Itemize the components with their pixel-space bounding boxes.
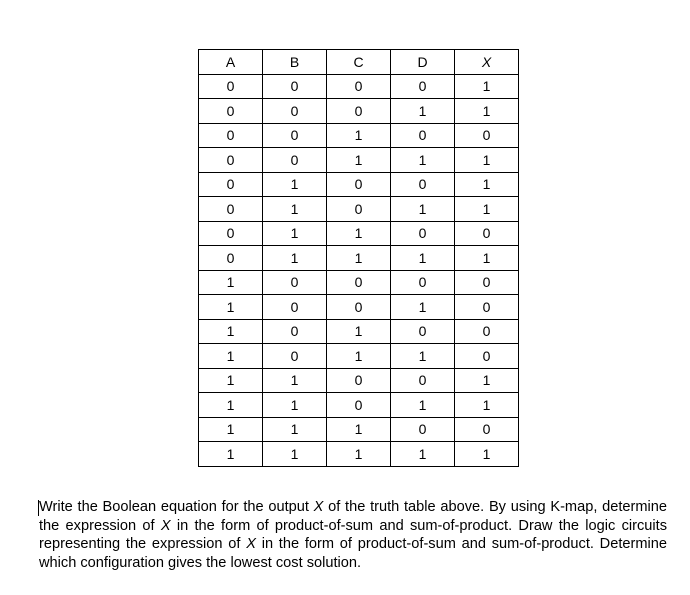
question-part-2: of the truth table above. By using K-map, determine the expression of: [39, 499, 667, 534]
table-cell: 1: [455, 442, 519, 467]
table-cell: 1: [391, 393, 455, 418]
table-cell: 0: [263, 74, 327, 99]
table-cell: 0: [263, 344, 327, 369]
table-cell: 1: [263, 172, 327, 197]
table-row: [199, 295, 519, 320]
table-cell: 0: [327, 295, 391, 320]
table-cell: 1: [263, 221, 327, 246]
table-cell: 1: [199, 270, 263, 295]
table-cell: 1: [391, 148, 455, 173]
table-cell: 1: [263, 393, 327, 418]
table-header-row: [199, 50, 519, 75]
table-cell: 1: [455, 246, 519, 271]
table-cell: 0: [199, 197, 263, 222]
question-variable-x-3: X: [246, 536, 256, 552]
table-row: [199, 417, 519, 442]
question-variable-x-1: X: [313, 499, 324, 515]
table-cell: 0: [199, 221, 263, 246]
table-cell: 0: [263, 270, 327, 295]
table-cell: 1: [263, 368, 327, 393]
table-cell: 0: [327, 393, 391, 418]
table-cell: 0: [199, 74, 263, 99]
header-cell-x: X: [455, 50, 519, 75]
table-cell: 0: [327, 99, 391, 124]
table-cell: 1: [455, 197, 519, 222]
table-cell: 0: [391, 368, 455, 393]
table-cell: 1: [455, 74, 519, 99]
table-row: [199, 319, 519, 344]
table-row: [199, 123, 519, 148]
table-cell: 0: [263, 319, 327, 344]
table-cell: 0: [455, 221, 519, 246]
header-cell-c: C: [327, 50, 391, 75]
table-cell: 1: [327, 344, 391, 369]
table-cell: 1: [263, 197, 327, 222]
table-cell: 0: [263, 295, 327, 320]
table-cell: 0: [455, 319, 519, 344]
table-cell: 0: [391, 221, 455, 246]
table-cell: 0: [327, 74, 391, 99]
table-cell: 0: [391, 417, 455, 442]
table-cell: 1: [327, 221, 391, 246]
table-cell: 0: [327, 270, 391, 295]
table-cell: 0: [263, 123, 327, 148]
table-cell: 1: [327, 148, 391, 173]
table-cell: 1: [455, 393, 519, 418]
table-row: [199, 344, 519, 369]
table-cell: 0: [455, 344, 519, 369]
table-cell: 0: [391, 123, 455, 148]
table-cell: 1: [199, 368, 263, 393]
table-cell: 1: [199, 295, 263, 320]
truth-table: [198, 49, 519, 467]
table-cell: 0: [327, 368, 391, 393]
table-cell: 1: [327, 417, 391, 442]
table-cell: 0: [263, 99, 327, 124]
table-cell: 0: [391, 319, 455, 344]
table-row: [199, 172, 519, 197]
question-part-3: in the form of product-of-sum and sum-of-product. Draw the logic circuits representing the expression of: [39, 517, 667, 552]
table-row: [199, 246, 519, 271]
table-cell: 0: [199, 99, 263, 124]
table-cell: 0: [199, 172, 263, 197]
table-cell: 0: [455, 123, 519, 148]
table-row: [199, 368, 519, 393]
table-cell: 1: [455, 368, 519, 393]
table-cell: 1: [263, 442, 327, 467]
table-cell: 0: [391, 74, 455, 99]
table-cell: 1: [199, 393, 263, 418]
table-row: [199, 148, 519, 173]
table-cell: 1: [199, 417, 263, 442]
table-cell: 0: [327, 172, 391, 197]
header-cell-b: B: [263, 50, 327, 75]
table-cell: 1: [199, 442, 263, 467]
table-row: [199, 99, 519, 124]
table-cell: 0: [391, 270, 455, 295]
table-cell: 1: [327, 319, 391, 344]
header-cell-a: A: [199, 50, 263, 75]
table-cell: 1: [327, 442, 391, 467]
table-cell: 1: [391, 344, 455, 369]
question-variable-x-2: X: [160, 517, 171, 534]
table-row: [199, 270, 519, 295]
table-row: [199, 221, 519, 246]
table-cell: 0: [199, 123, 263, 148]
table-cell: 0: [199, 246, 263, 271]
table-cell: 1: [199, 319, 263, 344]
table-cell: 0: [455, 417, 519, 442]
table-cell: 1: [391, 197, 455, 222]
table-cell: 1: [327, 246, 391, 271]
table-body: [199, 74, 519, 466]
table-cell: 1: [455, 172, 519, 197]
table-cell: 1: [455, 148, 519, 173]
table-cell: 1: [455, 99, 519, 124]
table-cell: 1: [391, 246, 455, 271]
table-cell: 1: [199, 344, 263, 369]
table-row: [199, 393, 519, 418]
table-row: [199, 442, 519, 467]
table-cell: 1: [263, 417, 327, 442]
table-cell: 0: [455, 295, 519, 320]
table-cell: 0: [391, 172, 455, 197]
table-cell: 1: [391, 295, 455, 320]
table-cell: 1: [391, 442, 455, 467]
table-cell: 1: [391, 99, 455, 124]
header-cell-d: D: [391, 50, 455, 75]
table-cell: 0: [455, 270, 519, 295]
table-cell: 0: [199, 148, 263, 173]
table-row: [199, 74, 519, 99]
table-cell: 0: [327, 197, 391, 222]
table-cell: 0: [263, 148, 327, 173]
question-part-4: in the form of product-of-sum and sum-of-product. Determine which configuration gives the lowest cost solution.: [39, 536, 667, 571]
question-part-1: Write the Boolean equation for the output: [39, 499, 314, 515]
question-text: [39, 498, 667, 572]
table-row: [199, 197, 519, 222]
table-cell: 1: [263, 246, 327, 271]
table-cell: 1: [327, 123, 391, 148]
